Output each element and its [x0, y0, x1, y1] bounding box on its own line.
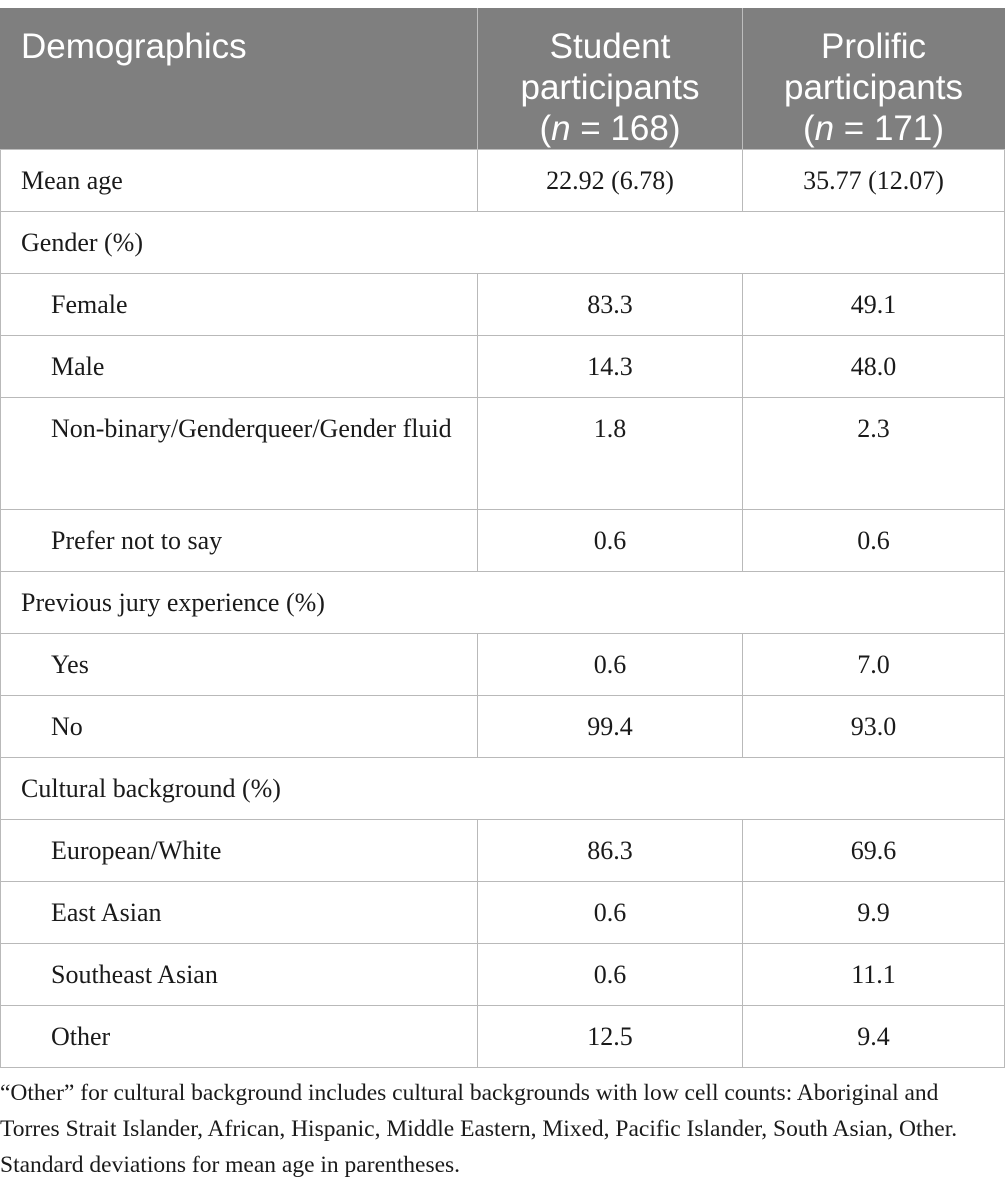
table-row — [1, 944, 1005, 1006]
header-prolific-count: = 171) — [834, 109, 945, 148]
row-label: Other — [1, 1006, 478, 1068]
table-row — [1, 1006, 1005, 1068]
table-row — [1, 634, 1005, 696]
student-value: 14.3 — [478, 336, 743, 398]
row-label: Southeast Asian — [1, 944, 478, 1006]
student-value: 0.6 — [478, 510, 743, 572]
table-row — [1, 398, 1005, 510]
table-row — [1, 820, 1005, 882]
student-value: 86.3 — [478, 820, 743, 882]
prolific-value: 35.77 (12.07) — [743, 150, 1005, 212]
table-row — [1, 150, 1005, 212]
demographics-table — [0, 8, 1005, 1068]
row-label: Male — [1, 336, 478, 398]
prolific-value: 11.1 — [743, 944, 1005, 1006]
student-value: 1.8 — [478, 398, 743, 510]
student-value: 83.3 — [478, 274, 743, 336]
prolific-value: 9.4 — [743, 1006, 1005, 1068]
table-row — [1, 882, 1005, 944]
header-student-line1: Student — [549, 27, 671, 66]
prolific-value: 7.0 — [743, 634, 1005, 696]
student-value: 0.6 — [478, 882, 743, 944]
row-label: East Asian — [1, 882, 478, 944]
table-row — [1, 274, 1005, 336]
section-row — [1, 758, 1005, 820]
student-value: 0.6 — [478, 634, 743, 696]
row-label: Mean age — [1, 150, 478, 212]
header-student — [478, 8, 743, 150]
row-label: No — [1, 696, 478, 758]
header-prolific-n: n — [814, 109, 835, 148]
header-prolific-line1: Prolific — [820, 27, 927, 66]
prolific-value: 69.6 — [743, 820, 1005, 882]
section-label: Cultural background (%) — [1, 758, 1005, 820]
header-row — [1, 8, 1005, 150]
table-footnote: “Other” for cultural background includes cultural backgrounds with low cell counts: Aboriginal and Torres Strait Islander, African, Hispanic, Middle Eastern, Mixed, Pacific Islander, South Asian, Other. Standard deviations for mean age in parentheses. — [0, 1080, 958, 1178]
header-student-n: n — [551, 109, 571, 148]
student-value: 22.92 (6.78) — [478, 150, 743, 212]
student-value: 99.4 — [478, 696, 743, 758]
prolific-value: 48.0 — [743, 336, 1005, 398]
header-prolific — [743, 8, 1005, 150]
prolific-value: 93.0 — [743, 696, 1005, 758]
row-label: Non-binary/Genderqueer/Gender fluid — [1, 398, 478, 510]
prolific-value: 0.6 — [743, 510, 1005, 572]
table-row — [1, 696, 1005, 758]
header-prolific-line2: participants — [784, 68, 963, 107]
student-value: 12.5 — [478, 1006, 743, 1068]
section-label: Gender (%) — [1, 212, 1005, 274]
row-label: Female — [1, 274, 478, 336]
section-label: Previous jury experience (%) — [1, 572, 1005, 634]
student-value: 0.6 — [478, 944, 743, 1006]
header-student-count: = 168) — [570, 109, 681, 148]
prolific-value: 49.1 — [743, 274, 1005, 336]
section-row — [1, 572, 1005, 634]
row-label: Yes — [1, 634, 478, 696]
prolific-value: 2.3 — [743, 398, 1005, 510]
row-label: European/White — [1, 820, 478, 882]
header-demographics: Demographics — [1, 8, 478, 150]
header-student-open: ( — [539, 109, 552, 148]
header-prolific-open: ( — [802, 109, 815, 148]
row-label: Prefer not to say — [1, 510, 478, 572]
section-row — [1, 212, 1005, 274]
prolific-value: 9.9 — [743, 882, 1005, 944]
header-student-line2: participants — [520, 68, 700, 107]
table-row — [1, 510, 1005, 572]
table-row — [1, 336, 1005, 398]
